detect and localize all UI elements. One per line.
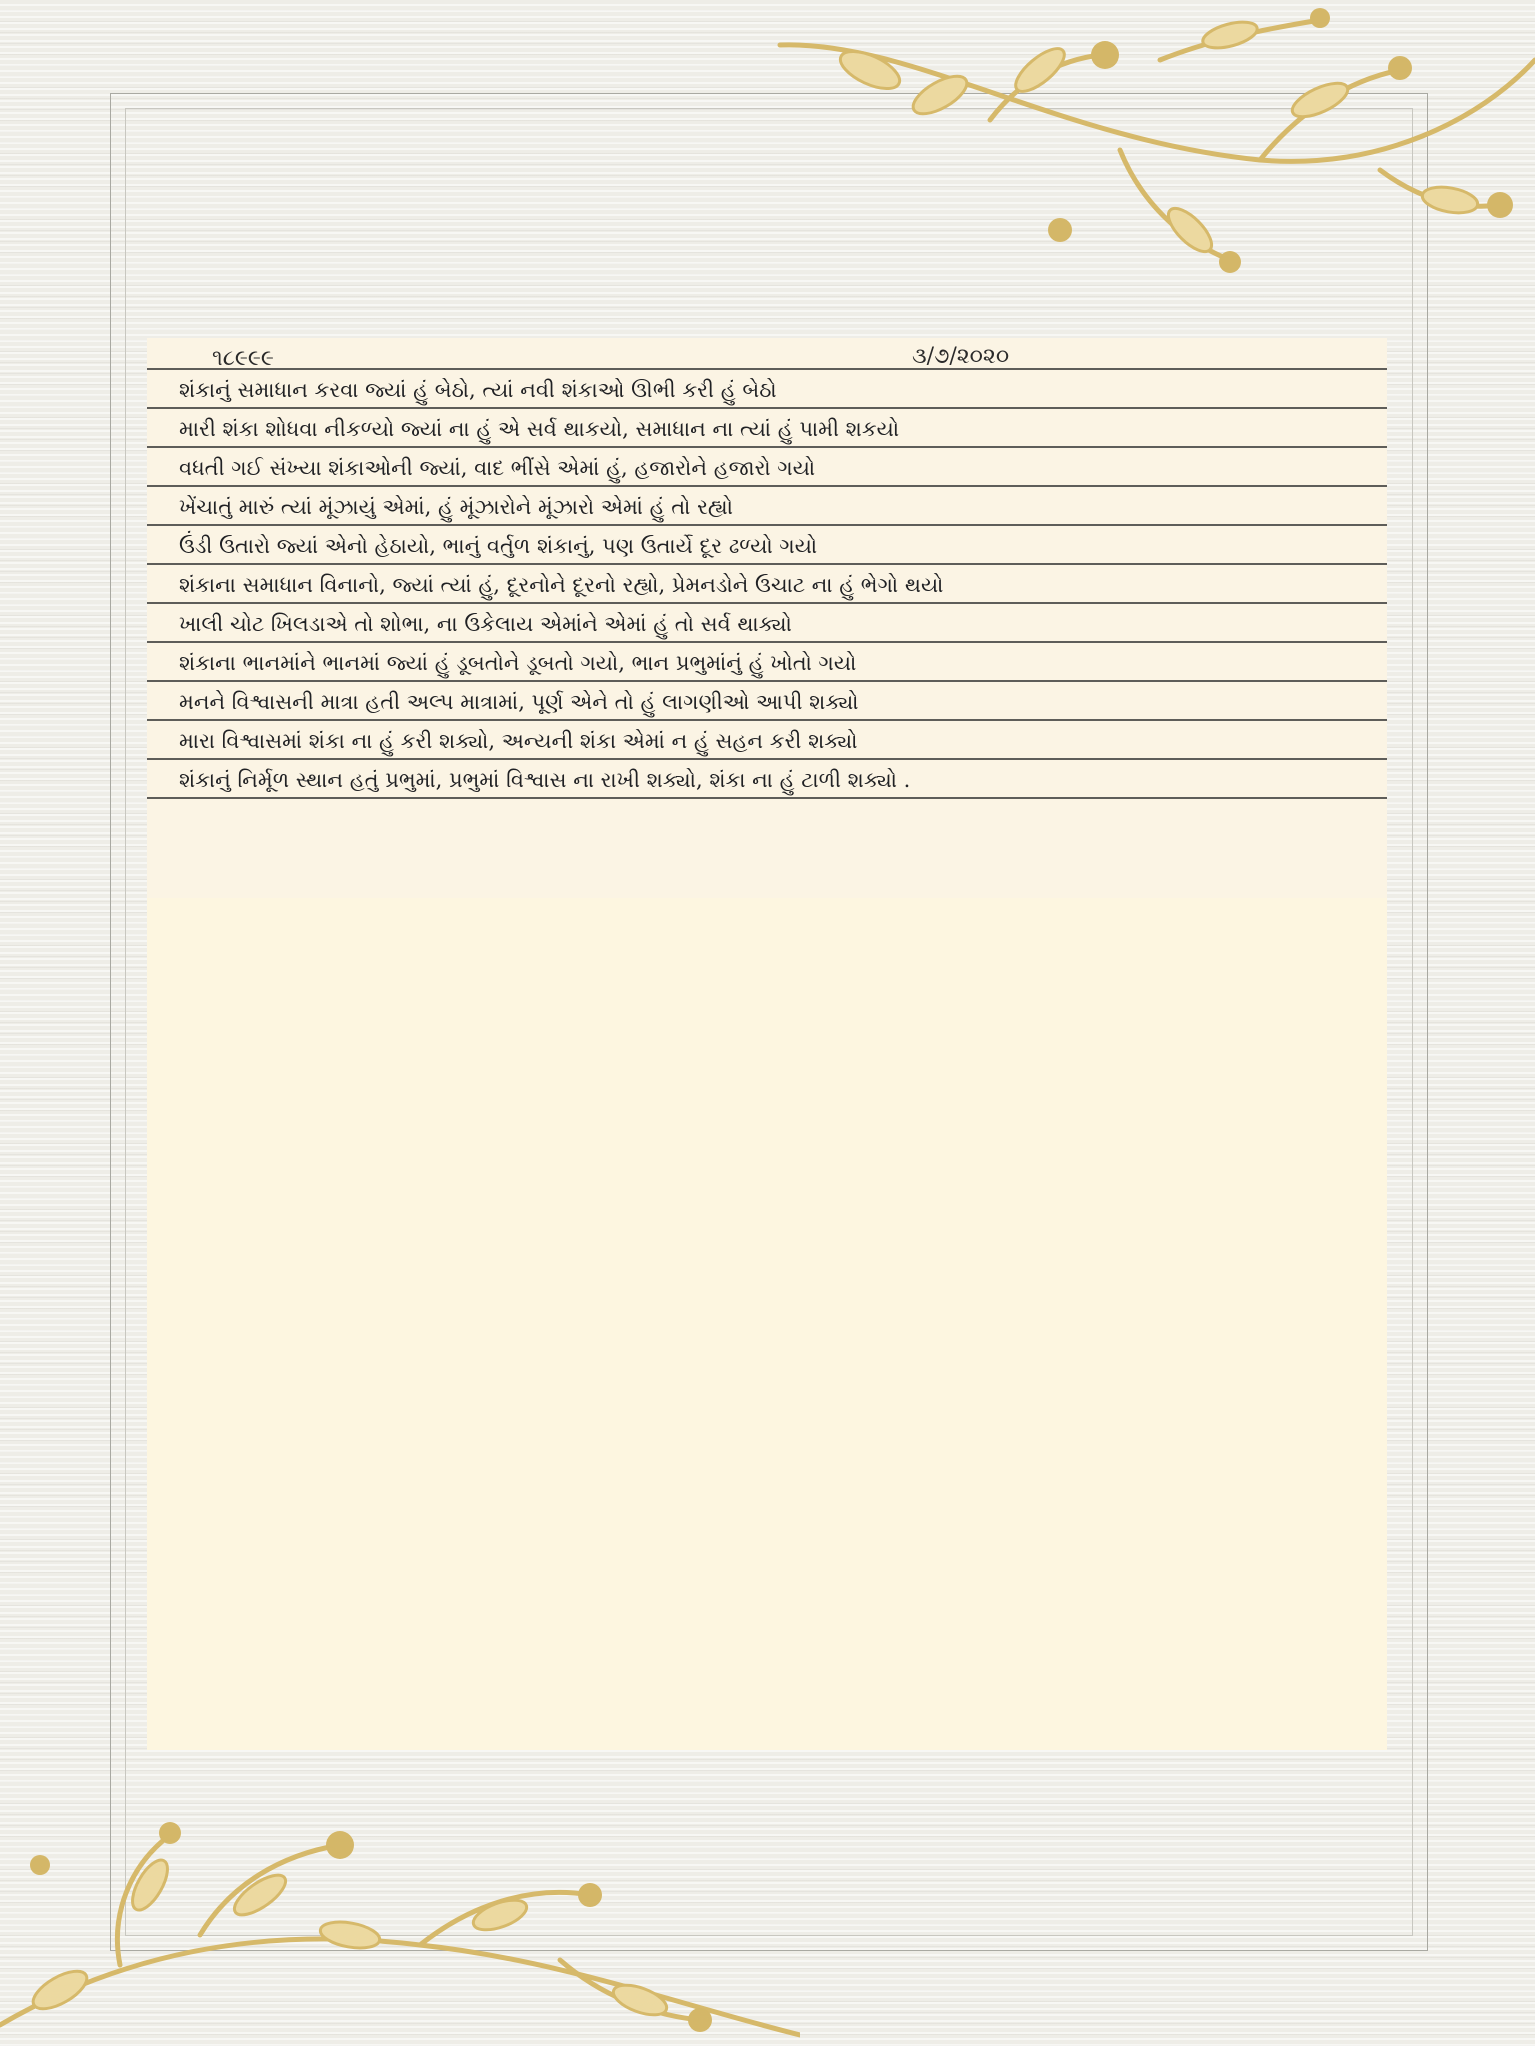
note-line: શંકાના ભાનમાંને ભાનમાં જ્યાં હું ડૂબતોને ડૂબતો ગયો, ભાન પ્રભુમાંનું હું ખોતો ગયો	[179, 651, 857, 675]
gold-leaf-branch-icon	[0, 1775, 800, 2046]
note-line: વધતી ગઈ સંખ્યા શંકાઓની જ્યાં, વાદ ભીંસે એમાં હું, હજારોને હજારો ગયો	[179, 456, 816, 480]
note-line: શંકાના સમાધાન વિનાનો, જ્યાં ત્યાં હું, દૂરનોને દૂરનો રહ્યો, પ્રેમનડોને ઉચાટ ના હું ભેગો થયો	[179, 573, 944, 597]
note-line: શંકાનું સમાધાન કરવા જ્યાં હું બેઠો, ત્યાં નવી શંકાઓ ઊભી કરી હું બેઠો	[179, 378, 777, 402]
note-line: શંકાનું નિર્મૂળ સ્થાન હતું પ્રભુમાં, પ્રભુમાં વિશ્વાસ ના રાખી શક્યો, શંકા ના હું ટાળી શક્યો .	[179, 768, 911, 792]
note-line: મારા વિશ્વાસમાં શંકા ના હું કરી શક્યો, અન્યની શંકા એમાં ન હું સહન કરી શક્યો	[179, 729, 858, 753]
note-line: ઉંડી ઉતારો જ્યાં એનો હેઠાયો, ભાનું વર્તુળ શંકાનું, પણ ઉતાર્યે દૂર ઢળ્યો ગયો	[179, 534, 818, 558]
note-line: મારી શંકા શોધવા નીકળ્યો જ્યાં ના હું એ સર્વ થાકયો, સમાધાન ના ત્યાં હું પામી શકયો	[179, 417, 900, 441]
note-line: ખાલી ચોટ ખિલડાએ તો શોભા, ના ઉકેલાય એમાંને એમાં હું તો સર્વ થાક્યો	[179, 612, 792, 636]
note-date: ૩/૭/૨૦૨૦	[912, 344, 1010, 369]
handwritten-note-image	[147, 338, 1387, 898]
note-line: મનને વિશ્વાસની માત્રા હતી અલ્પ માત્રામાં, પૂર્ણ એને તો હું લાગણીઓ આપી શક્યો	[179, 690, 859, 714]
gold-leaf-branch-icon	[760, 0, 1535, 310]
note-line: ખેંચાતું મારું ત્યાં મૂંઝાયું એમાં, હું મૂંઝારોને મૂંઝારો એમાં હું તો રહ્યો	[179, 495, 733, 519]
note-number: ૧૮૯૯૯	[212, 346, 274, 371]
